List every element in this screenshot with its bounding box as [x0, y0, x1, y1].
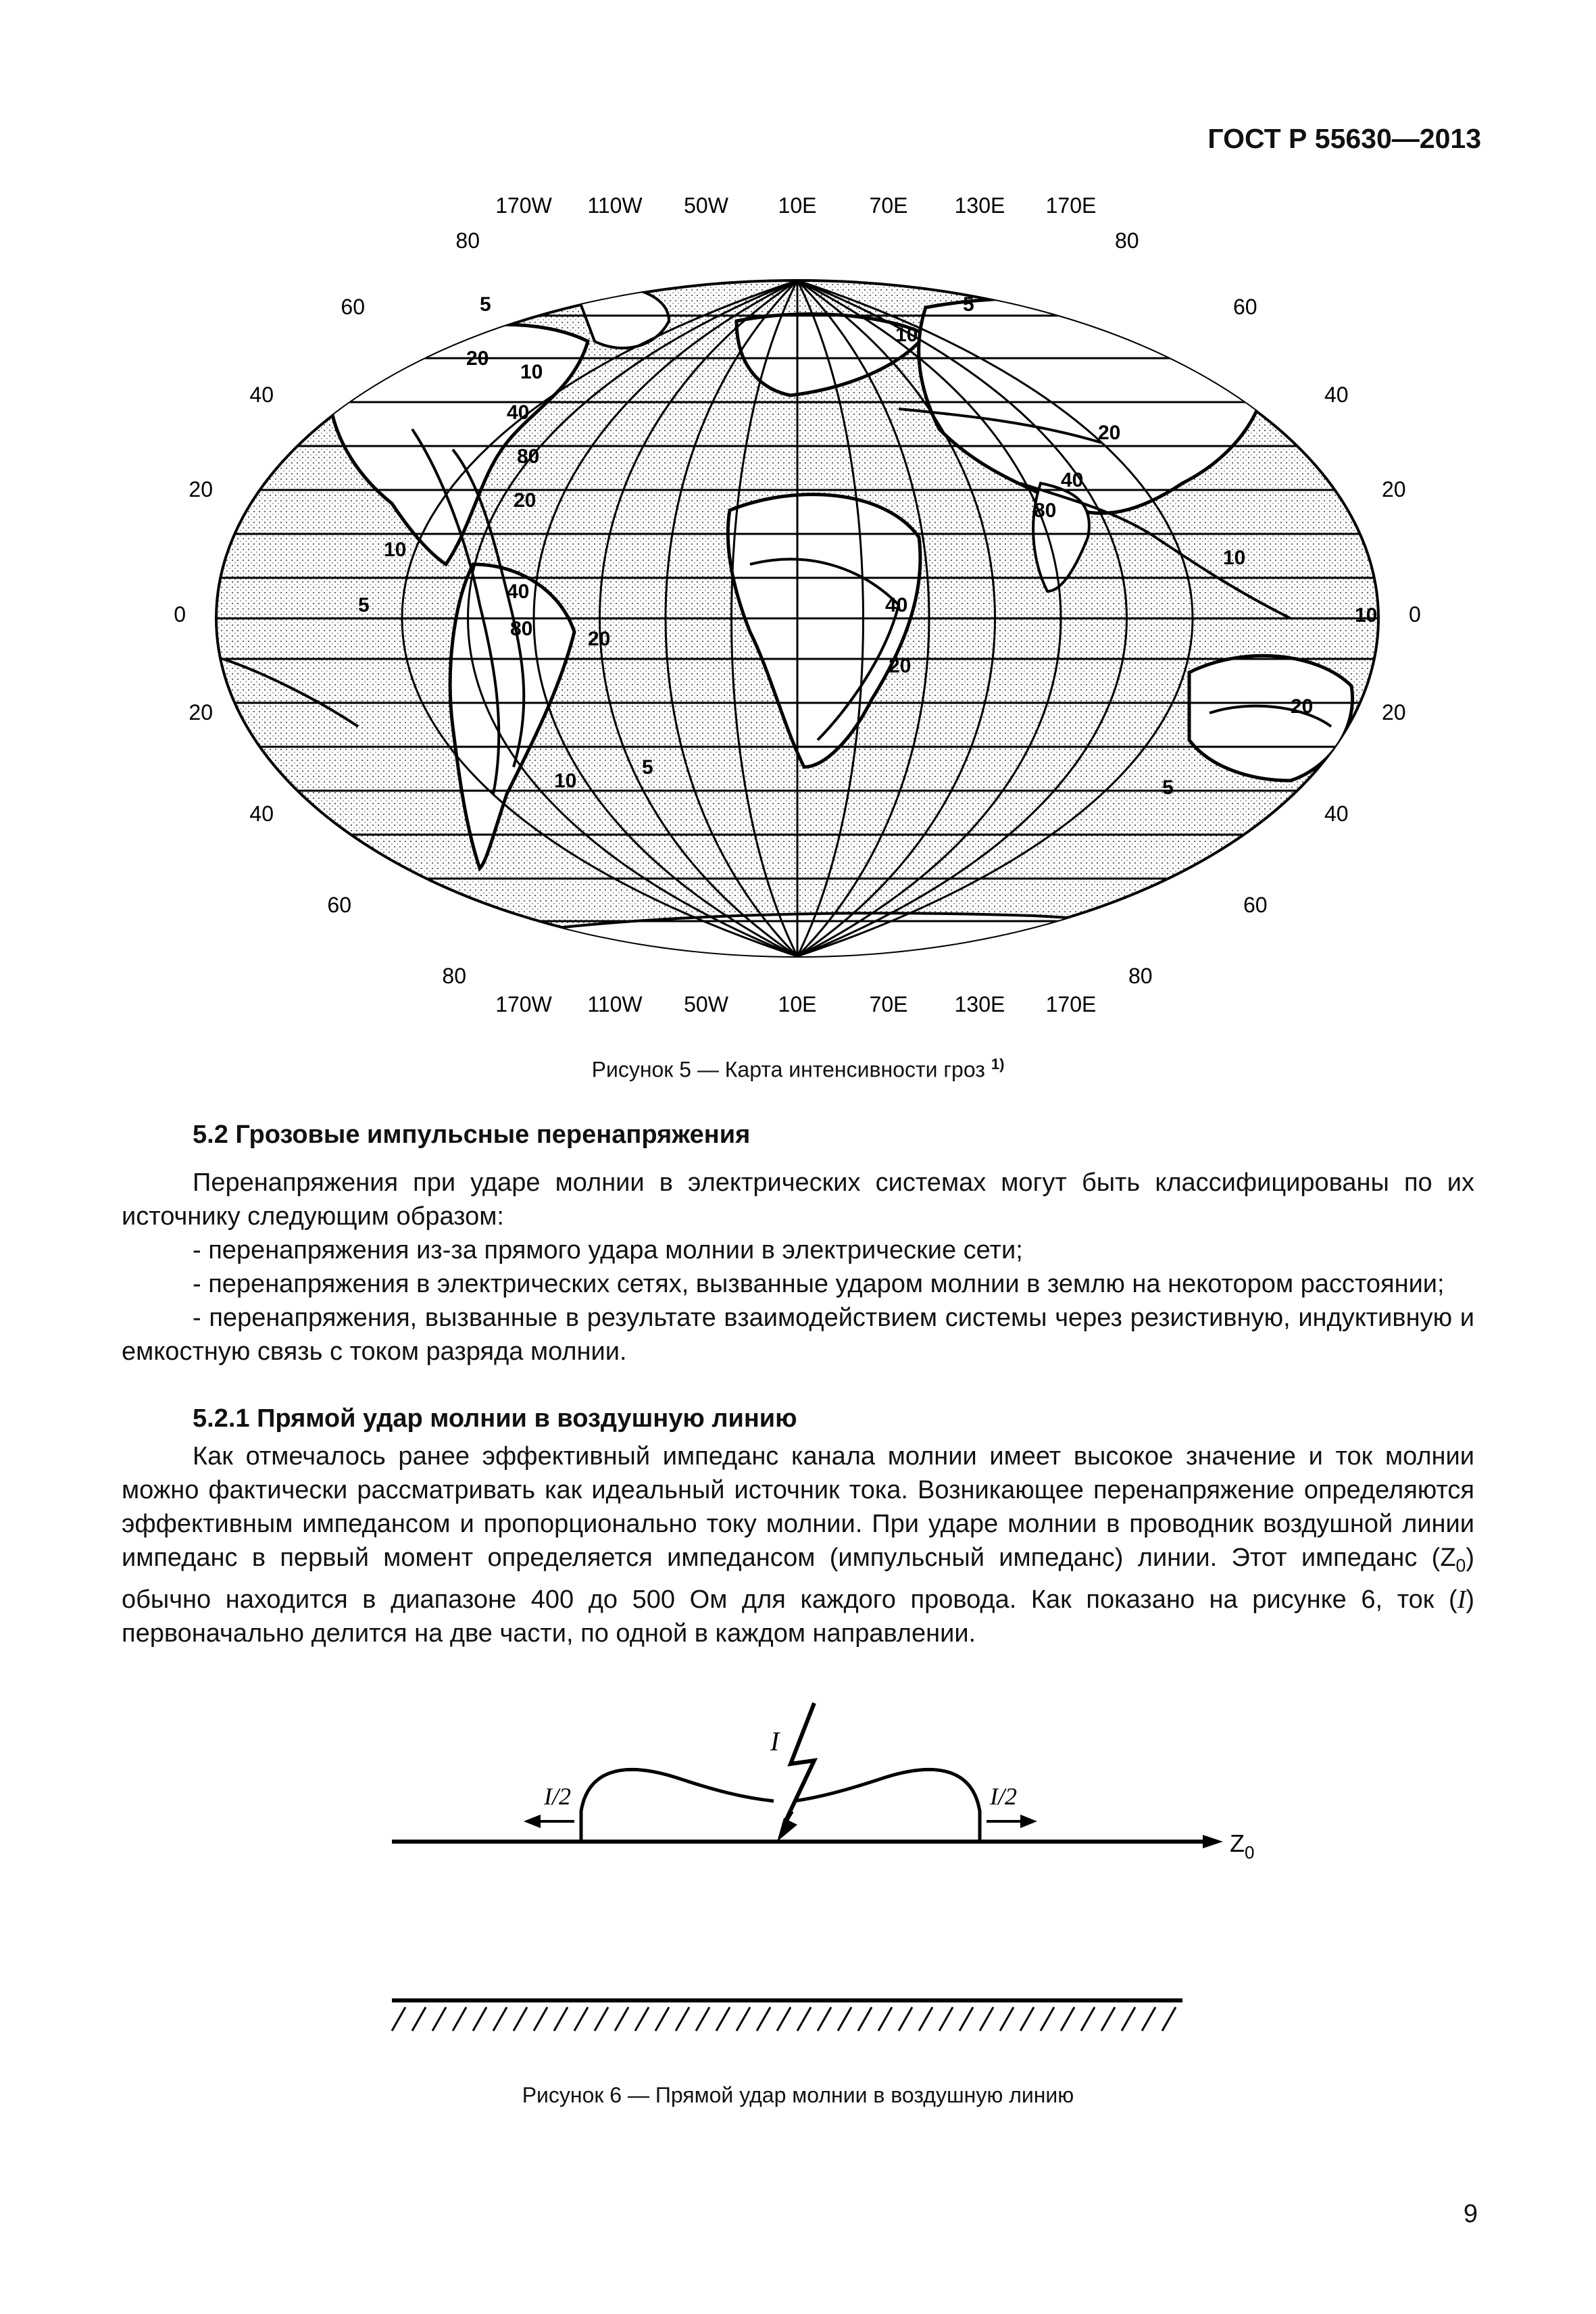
- contour-label: 20: [1291, 695, 1314, 718]
- contour-label: 40: [1061, 469, 1084, 491]
- half-current-left: I/2: [544, 1783, 571, 1810]
- current-label: I: [770, 1726, 780, 1756]
- section-intro: Перенапряжения при ударе молнии в электрических системах могут быть классифицированы по их источнику следующим образом:: [122, 1168, 1474, 1231]
- lon-label-bottom: 170W: [495, 992, 552, 1016]
- left-wave: [581, 1769, 774, 1842]
- lat-label-left: 40: [249, 383, 274, 407]
- left-arrow-icon: [524, 1815, 541, 1828]
- lat-label-left: 80: [455, 228, 480, 253]
- lon-label-top: 50W: [684, 193, 728, 218]
- contour-label: 5: [358, 594, 370, 616]
- lon-label-top: 170E: [1045, 193, 1097, 218]
- lat-label-right: 0: [1409, 602, 1421, 626]
- lightning-bolt: [784, 1703, 814, 1825]
- lat-label-right: 20: [1382, 700, 1406, 724]
- lightning-tip: [777, 1818, 797, 1842]
- contour-label: 10: [520, 361, 543, 383]
- list-item: - перенапряжения из-за прямого удара молнии в электрические сети;: [193, 1236, 1023, 1264]
- subsection-paragraph: Как отмечалось ранее эффективный импеданс канала молнии имеет высокое значение и ток молнии можно фактически рассматривать как идеальный источник тока. Возникающее перенапряжение определяются эффективным импедансом и пропорционально току молнии. При ударе молнии в проводник воздушной линии импеданс в первый момент определяется импедансом (импульсный импеданс) линии. Этот импеданс $(Z_0)$ обычно находится в диапазоне 400 до 500 Ом для каждого провода. Как показано на рисунке 6, ток (I) первоначально делится на две части, по одной в каждом направлении.: [122, 1442, 1474, 1648]
- lon-label-top: 70E: [869, 193, 908, 218]
- contour-label: 80: [510, 618, 533, 640]
- subsection-title: 5.2.1 Прямой удар молнии в воздушную линию: [193, 1404, 797, 1433]
- lon-label-bottom: 70E: [869, 992, 908, 1016]
- contour-label: 10: [895, 324, 918, 346]
- australia: [1189, 656, 1353, 781]
- lon-label-top: 10E: [778, 193, 817, 218]
- contour-label: 40: [507, 401, 530, 424]
- line-arrow: [1203, 1835, 1223, 1848]
- lon-label-bottom: 10E: [778, 992, 817, 1016]
- contour-label: 40: [885, 594, 908, 616]
- lat-label-right: 80: [1128, 964, 1153, 988]
- right-wave: [794, 1769, 980, 1842]
- lat-label-right: 80: [1115, 228, 1139, 253]
- contour-label: 10: [384, 539, 407, 561]
- contour-label: 10: [1223, 547, 1246, 569]
- lon-label-bottom: 170E: [1045, 992, 1097, 1016]
- figure5-caption: [0, 1056, 1596, 1083]
- lon-label-top: 110W: [587, 193, 643, 218]
- contour-label: 20: [1098, 422, 1121, 444]
- section-title: 5.2 Грозовые импульсные перенапряжения: [193, 1121, 751, 1149]
- figure5-caption-text: Рисунок 5 — Карта интенсивности гроз: [591, 1057, 985, 1082]
- impedance-label: $Z_0$: [1230, 1829, 1255, 1863]
- lat-label-left: 80: [442, 964, 466, 988]
- lat-label-left: 20: [189, 477, 213, 501]
- lat-label-right: 60: [1233, 295, 1257, 319]
- lat-label-right: 40: [1324, 802, 1349, 826]
- section-body: [122, 1166, 1474, 1369]
- contour-label: 40: [507, 581, 530, 603]
- contour-label: 20: [466, 347, 489, 370]
- half-current-right: I/2: [990, 1783, 1017, 1810]
- contour-label: 80: [1034, 499, 1057, 522]
- lat-label-right: 20: [1382, 477, 1406, 501]
- list-item: - перенапряжения в электрических сетях, вызванные ударом молнии в землю на некотором расстоянии;: [193, 1270, 1445, 1298]
- contour-label: 5: [1162, 777, 1174, 799]
- lon-label-bottom: 110W: [587, 992, 643, 1016]
- contour-label: 20: [514, 489, 537, 512]
- page-number: 9: [1463, 2200, 1478, 2228]
- lat-label-right: 60: [1243, 893, 1268, 917]
- lon-label-top: 170W: [495, 193, 552, 218]
- lat-label-right: 40: [1324, 383, 1349, 407]
- lon-label-bottom: 130E: [954, 992, 1005, 1016]
- contour-label: 5: [963, 293, 974, 316]
- lat-label-left: 40: [249, 802, 274, 826]
- figure6-caption: Рисунок 6 — Прямой удар молнии в воздушную линию: [522, 2083, 1074, 2107]
- list-item: - перенапряжения, вызванные в результате взаимодействием системы через резистивную, индуктивную и емкостную связь с током разряда молнии.: [122, 1304, 1474, 1366]
- subsection-body: [122, 1439, 1474, 1650]
- contour-label: 10: [554, 770, 577, 792]
- ground-hatching: [392, 2007, 1176, 2031]
- contour-label: 5: [480, 293, 491, 316]
- lat-label-left: 60: [327, 893, 351, 917]
- thunderstorm-world-map: [155, 186, 1439, 1037]
- lat-label-left: 0: [174, 602, 186, 626]
- right-arrow-icon: [1020, 1815, 1037, 1828]
- contour-label: 5: [642, 756, 653, 779]
- lon-label-top: 130E: [954, 193, 1005, 218]
- lat-label-left: 60: [341, 295, 365, 319]
- lon-label-bottom: 50W: [684, 992, 728, 1016]
- figure5-footnote-mark: 1): [991, 1056, 1005, 1073]
- contour-label: 80: [517, 445, 540, 468]
- lat-label-left: 20: [189, 700, 213, 724]
- contour-label: 20: [588, 628, 611, 650]
- contour-label: 20: [889, 655, 912, 677]
- document-header: ГОСТ Р 55630—2013: [1207, 123, 1481, 154]
- contour-label: 10: [1355, 604, 1378, 626]
- lightning-strike-diagram: [378, 1690, 1257, 2054]
